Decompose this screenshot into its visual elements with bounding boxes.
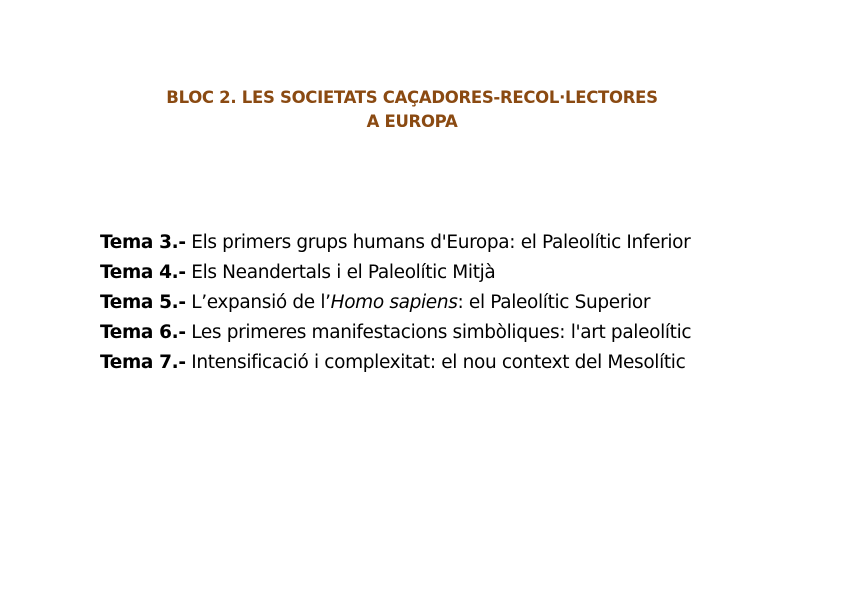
tema-label: Tema 7.- [100,352,186,373]
tema-text-italic: Homo sapiens [330,292,458,313]
tema-label: Tema 3.- [100,232,186,253]
tema-item-7 [100,348,691,378]
bloc-title-line-1: BLOC 2. LES SOCIETATS CAÇADORES-RECOL·LECTORES [166,88,658,107]
bloc-title-line-2: A EUROPA [366,112,458,131]
tema-text: Les primeres manifestacions simbòliques: l'art paleolític [185,322,692,343]
tema-text-after: : el Paleolític Superior [457,292,651,313]
tema-item-3 [100,228,691,258]
tema-item-6 [100,318,691,348]
bloc-title [100,86,724,134]
tema-label: Tema 5.- [100,292,186,313]
tema-text-before: L’expansió de l’ [185,292,331,313]
tema-item-4 [100,258,691,288]
tema-label: Tema 6.- [100,322,186,343]
tema-text: Els Neandertals i el Paleolític Mitjà [185,262,496,283]
tema-text: Els primers grups humans d'Europa: el Paleolític Inferior [185,232,691,253]
tema-list [100,228,691,378]
tema-text: Intensificació i complexitat: el nou context del Mesolític [185,352,686,373]
tema-item-5 [100,288,691,318]
tema-label: Tema 4.- [100,262,186,283]
